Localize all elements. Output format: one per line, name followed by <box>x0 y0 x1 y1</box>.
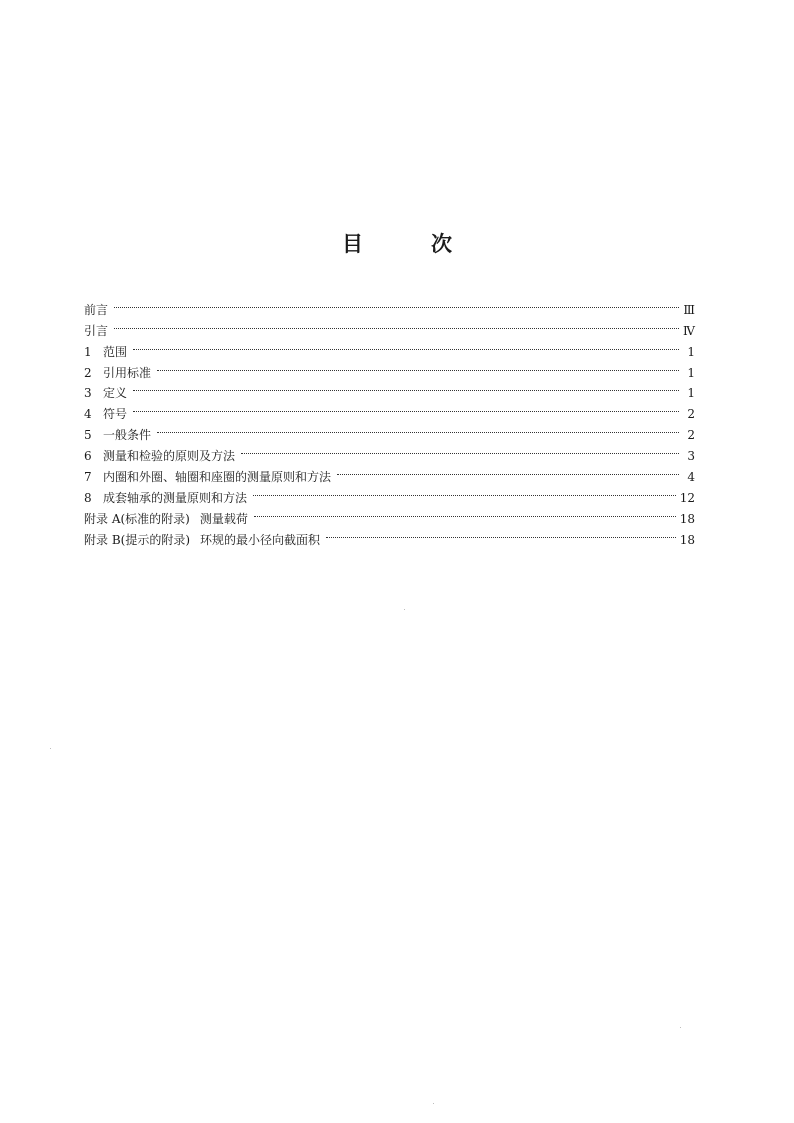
toc-entry-page: 18 <box>679 511 695 526</box>
page-title-char-1: 目 <box>342 232 363 256</box>
toc-entry-label: 一般条件 <box>103 428 152 443</box>
toc-entry-number: 5 <box>84 428 92 443</box>
toc-entry-label: 引言 <box>84 323 109 338</box>
toc-entry-preface[interactable] <box>84 293 695 317</box>
toc-entry-page: Ⅲ <box>683 302 695 317</box>
scan-speck <box>404 609 405 610</box>
appendix-title: 环规的最小径向截面积 <box>200 532 321 547</box>
page-title-char-2: 次 <box>431 232 452 256</box>
toc-entry-introduction[interactable] <box>84 314 695 338</box>
dot-leader <box>114 314 679 335</box>
dot-leader <box>157 356 679 377</box>
dot-leader <box>337 460 679 481</box>
toc-entry-number: 4 <box>84 407 92 422</box>
toc-entry-label: 成套轴承的测量原则和方法 <box>103 490 248 505</box>
toc-entry-label: 定义 <box>103 386 128 401</box>
toc-entry-6[interactable] <box>84 439 695 464</box>
toc-entry-page: Ⅳ <box>683 323 695 338</box>
toc-entry-number: 1 <box>84 344 92 359</box>
toc-entry-page: 3 <box>687 449 695 464</box>
toc-entry-label: 引用标准 <box>103 365 152 380</box>
toc-entry-4[interactable] <box>84 397 695 422</box>
toc-entry-page: 2 <box>687 407 695 422</box>
toc-entry-label: 范围 <box>103 344 128 359</box>
dot-leader <box>241 439 679 460</box>
toc-entry-page: 1 <box>687 386 695 401</box>
toc-entry-page: 1 <box>687 344 695 359</box>
table-of-contents <box>84 293 695 547</box>
dot-leader <box>326 523 676 544</box>
toc-entry-page: 1 <box>687 365 695 380</box>
toc-entry-number: 7 <box>84 470 92 485</box>
dot-leader <box>133 397 679 418</box>
toc-entry-2[interactable] <box>84 356 695 380</box>
dot-leader <box>254 502 676 523</box>
toc-entry-label: 测量和检验的原则及方法 <box>103 449 236 464</box>
appendix-title: 测量载荷 <box>199 511 248 526</box>
toc-entry-number: 6 <box>84 449 92 464</box>
toc-entry-page: 4 <box>687 470 695 485</box>
scan-speck <box>433 1103 434 1104</box>
toc-entry-number: 8 <box>84 490 92 505</box>
dot-leader <box>114 293 679 314</box>
toc-entry-page: 12 <box>679 490 695 505</box>
toc-entry-3[interactable] <box>84 377 695 401</box>
dot-leader <box>133 377 679 398</box>
appendix-label: 附录 B(提示的附录) <box>84 532 190 547</box>
toc-entry-5[interactable] <box>84 418 695 443</box>
scan-speck <box>680 1027 681 1028</box>
dot-leader <box>253 481 676 502</box>
page-title <box>0 228 794 258</box>
toc-entry-page: 18 <box>679 532 695 547</box>
toc-entry-1[interactable] <box>84 335 695 359</box>
toc-entry-page: 2 <box>687 428 695 443</box>
toc-entry-label: 前言 <box>84 302 109 317</box>
scan-speck <box>50 748 51 749</box>
toc-entry-number: 2 <box>84 365 92 380</box>
toc-entry-number: 3 <box>84 386 92 401</box>
appendix-label: 附录 A(标准的附录) <box>84 511 190 526</box>
toc-entry-label: 符号 <box>103 407 128 422</box>
dot-leader <box>133 335 679 356</box>
toc-entry-label: 内圈和外圈、轴圈和座圈的测量原则和方法 <box>103 470 332 485</box>
dot-leader <box>157 418 679 439</box>
